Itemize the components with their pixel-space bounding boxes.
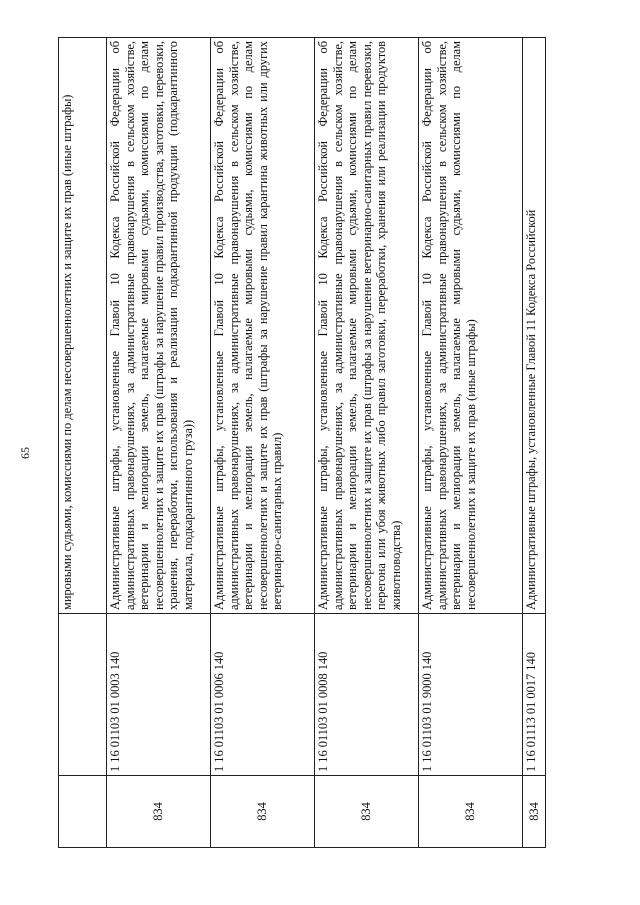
- kbk-code-cell: 1 16 01103 01 0008 140: [315, 614, 419, 776]
- budget-codes-table-page: [58, 38, 563, 848]
- table-row: [419, 38, 523, 848]
- admin-code-cell: [59, 776, 107, 848]
- description-cell: Административные штрафы, установленные Главой 10 Кодекса Российской Федерации об административных правонарушениях, за административные правонарушения в сельском хозяйстве, ветеринарии и мелиорации земель, налагаемые мировыми судьями, комиссиями по делам несовершеннолетних и защите их прав (штрафы за нарушение правил карантина животных или других ветеринарно-санитарных правил): [211, 38, 315, 614]
- table-row: [523, 38, 546, 848]
- description-cell: Административные штрафы, установленные Главой 11 Кодекса Российской: [523, 38, 546, 614]
- kbk-code-cell: 1 16 01113 01 0017 140: [523, 614, 546, 776]
- table-row-continuation: [59, 38, 107, 848]
- kbk-code-cell: 1 16 01103 01 0006 140: [211, 614, 315, 776]
- admin-code-cell: 834: [107, 776, 211, 848]
- table-row: [107, 38, 211, 848]
- admin-code-cell: 834: [419, 776, 523, 848]
- description-cell: мировыми судьями, комиссиями по делам несовершеннолетних и защите их прав (иные штрафы): [59, 38, 107, 614]
- kbk-code-cell: 1 16 01103 01 9000 140: [419, 614, 523, 776]
- page-number: 65: [17, 447, 32, 459]
- description-cell: Административные штрафы, установленные Главой 10 Кодекса Российской Федерации об административных правонарушениях, за административные правонарушения в сельском хозяйстве, ветеринарии и мелиорации земель, налагаемые мировыми судьями, комиссиями по делам несовершеннолетних и защите их прав (штрафы за нарушение правил производства, заготовки, перевозки, хранения, переработки, использования и реализации подкарантинной продукции (подкарантинного материала, подкарантинного груза)): [107, 38, 211, 614]
- budget-codes-table: [58, 37, 546, 848]
- admin-code-cell: 834: [315, 776, 419, 848]
- admin-code-cell: 834: [523, 776, 546, 848]
- admin-code-cell: 834: [211, 776, 315, 848]
- description-cell: Административные штрафы, установленные Главой 10 Кодекса Российской Федерации об административных правонарушениях, за административные правонарушения в сельском хозяйстве, ветеринарии и мелиорации земель, налагаемые мировыми судьями, комиссиями по делам несовершеннолетних и защите их прав (иные штрафы): [419, 38, 523, 614]
- kbk-code-cell: [59, 614, 107, 776]
- description-cell: Административные штрафы, установленные Главой 10 Кодекса Российской Федерации об административных правонарушениях, за административные правонарушения в сельском хозяйстве, ветеринарии и мелиорации земель, налагаемые мировыми судьями, комиссиями по делам несовершеннолетних и защите их прав (штрафы за нарушение ветеринарно-санитарных правил перевозки, перегона или убоя животных либо правил заготовки, переработки, хранения или реализации продуктов животноводства): [315, 38, 419, 614]
- table-row: [315, 38, 419, 848]
- table-row: [211, 38, 315, 848]
- kbk-code-cell: 1 16 01103 01 0003 140: [107, 614, 211, 776]
